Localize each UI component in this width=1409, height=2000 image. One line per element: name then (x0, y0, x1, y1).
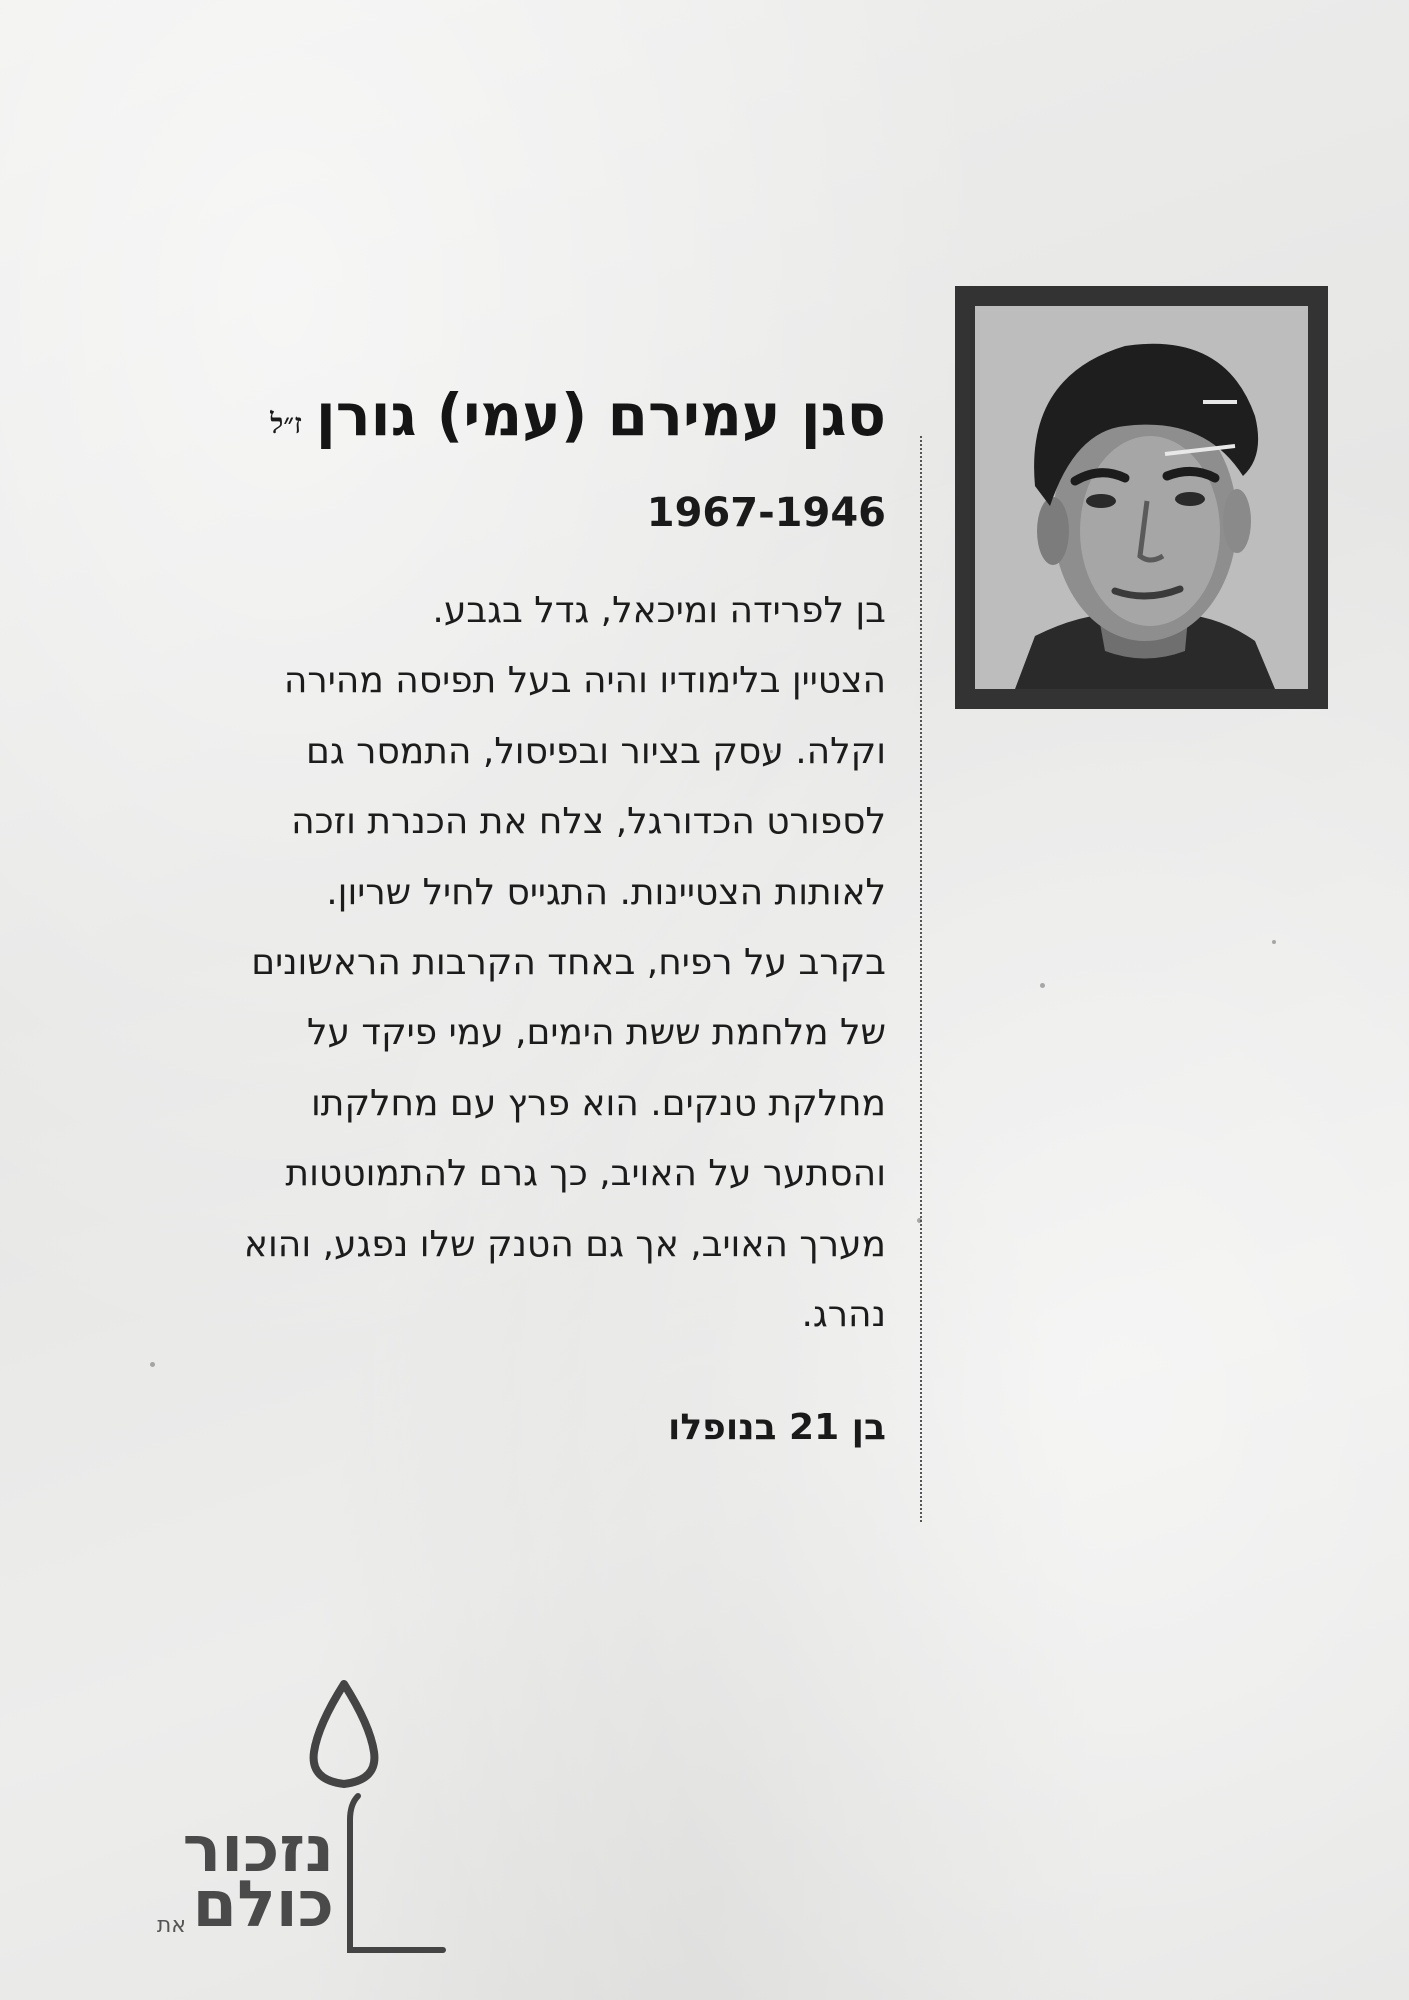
bio-line: הצטיין בלימודיו והיה בעל תפיסה מהירה (283, 660, 886, 702)
bio-line: של מלחמת ששת הימים, עמי פיקד על (306, 1012, 886, 1054)
bio-line: וקלה. עסק בציור ובפיסול, התמסר גם (305, 730, 886, 772)
logo-word-remember: נזכור (182, 1813, 334, 1887)
bio-line: והסתער על האויב, כך גרם להתמוטטות (285, 1153, 886, 1195)
bio-line: לאותות הצטיינות. התגייס לחיל שריון. (326, 871, 886, 913)
portrait-illustration (975, 306, 1308, 689)
logo-word-all: כולם (192, 1868, 334, 1942)
page-title: סגן עמירם (עמי) גורן (315, 381, 886, 449)
logo-word-et: את (156, 1913, 186, 1938)
logo (118, 1680, 448, 1960)
paper-speck (1272, 940, 1276, 944)
bio-line: בן לפרידה ומיכאל, גדל בגבע. (432, 590, 886, 631)
portrait-photo (975, 306, 1308, 689)
title-row (146, 380, 886, 450)
memorial-text (146, 380, 886, 1451)
bio-line: נהרג. (801, 1294, 886, 1336)
biography (146, 576, 886, 1350)
bio-line: לספורט הכדורגל, צלח את הכנרת וזכה (291, 801, 886, 843)
dotted-divider (920, 436, 922, 1522)
paper-speck (1040, 983, 1045, 988)
portrait-frame (955, 286, 1328, 709)
honorific: ז״ל (270, 407, 302, 440)
age-at-death: בן 21 בנופלו (668, 1407, 886, 1449)
bio-line: מחלקת טנקים. הוא פרץ עם מחלקתו (310, 1082, 886, 1124)
bio-line: מערך האויב, אך גם הטנק שלו נפגע, והוא (243, 1223, 886, 1265)
life-years: 1967-1946 (646, 490, 886, 536)
bio-line: בקרב על רפיח, באחד הקרבות הראשונים (251, 942, 886, 984)
